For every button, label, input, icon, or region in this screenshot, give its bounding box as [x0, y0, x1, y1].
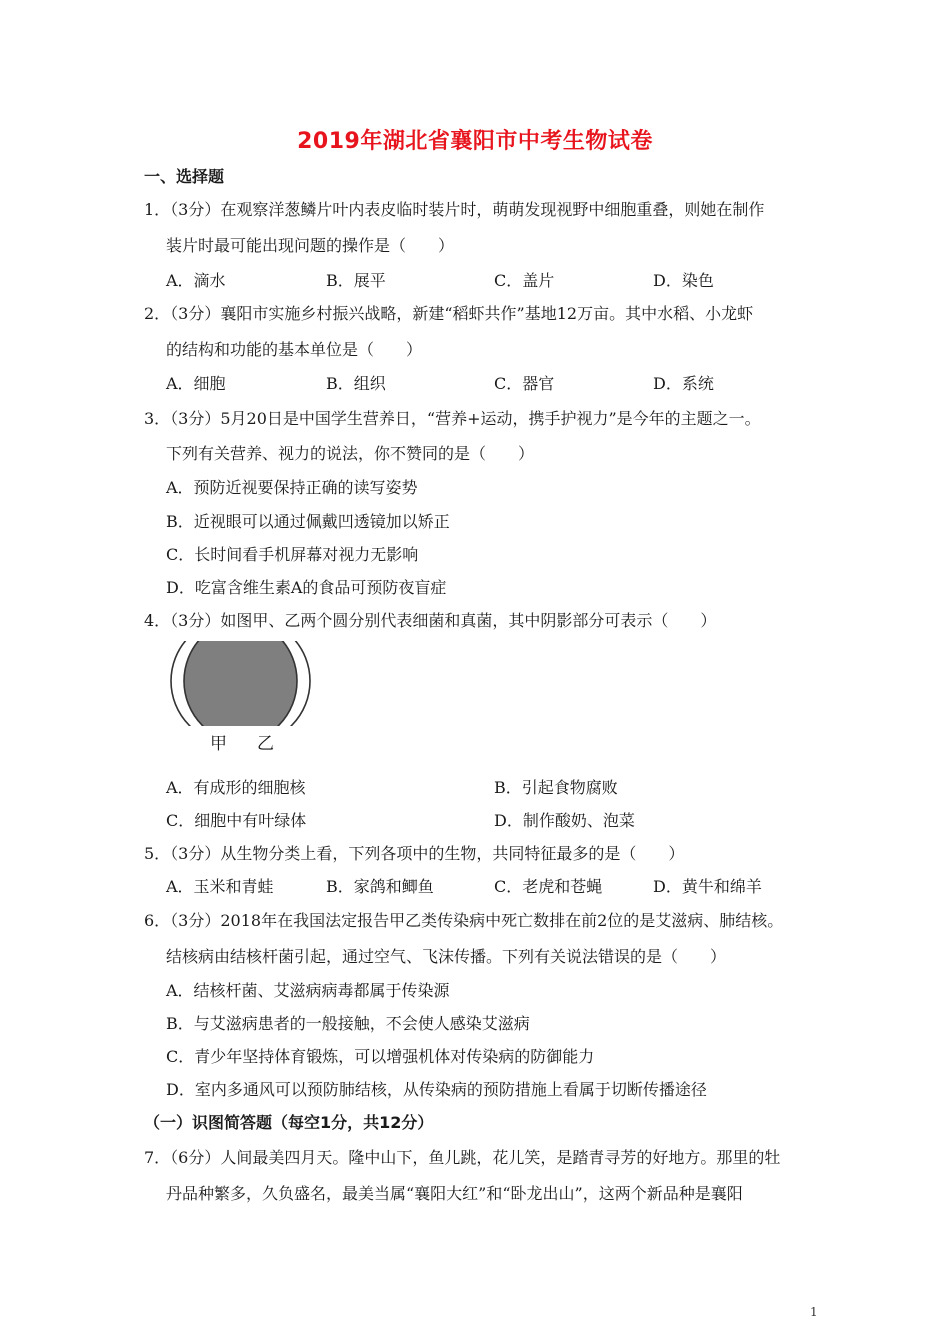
- q2-option-d[interactable]: D．系统: [653, 374, 714, 393]
- q3-option-b[interactable]: B．近视眼可以通过佩戴凹透镜加以矫正: [166, 512, 450, 531]
- q3-option-a[interactable]: A．预防近视要保持正确的读写姿势: [166, 478, 418, 497]
- question-6-line-2: 结核病由结核杆菌引起，通过空气、飞沫传播。下列有关说法错误的是（ ）: [166, 947, 727, 966]
- page-title: 2019年湖北省襄阳市中考生物试卷: [297, 129, 653, 154]
- question-4-line-1: 4．（3分）如图甲、乙两个圆分别代表细菌和真菌，其中阴影部分可表示（ ）: [144, 611, 717, 630]
- q5-option-a[interactable]: A．玉米和青蛙: [166, 877, 274, 896]
- venn-label-jia: 甲: [210, 734, 227, 754]
- q4-option-b[interactable]: B．引起食物腐败: [494, 778, 618, 797]
- q1-option-c[interactable]: C．盖片: [494, 271, 555, 290]
- q6-option-b[interactable]: B．与艾滋病患者的一般接触，不会使人感染艾滋病: [166, 1014, 530, 1033]
- q3-option-d[interactable]: D．吃富含维生素A的食品可预防夜盲症: [166, 578, 447, 597]
- q5-option-c[interactable]: C．老虎和苍蝇: [494, 877, 603, 896]
- q1-option-a[interactable]: A．滴水: [166, 271, 226, 290]
- q2-option-c[interactable]: C．器官: [494, 374, 555, 393]
- question-7-line-1: 7．（6分）人间最美四月天。隆中山下，鱼儿跳，花儿笑，是踏青寻芳的好地方。那里的牡: [144, 1148, 781, 1167]
- question-3-line-1: 3．（3分）5月20日是中国学生营养日，“营养+运动，携手护视力”是今年的主题之一。: [144, 409, 761, 428]
- venn-label-yi: 乙: [257, 734, 274, 754]
- question-6-line-1: 6．（3分）2018年在我国法定报告甲乙类传染病中死亡数排在前2位的是艾滋病、肺结核。: [144, 911, 784, 930]
- question-1-line-1: 1．（3分）在观察洋葱鳞片叶内表皮临时装片时，萌萌发现视野中细胞重叠，则她在制作: [144, 200, 765, 219]
- question-2-line-2: 的结构和功能的基本单位是（ ）: [166, 340, 423, 359]
- question-5-line-1: 5．（3分）从生物分类上看，下列各项中的生物，共同特征最多的是（ ）: [144, 844, 685, 863]
- page-number: 1: [810, 1305, 818, 1319]
- q1-option-d[interactable]: D．染色: [653, 271, 714, 290]
- question-2-line-1: 2．（3分）襄阳市实施乡村振兴战略，新建“稻虾共作”基地12万亩。其中水稻、小龙虾: [144, 304, 754, 323]
- q6-option-a[interactable]: A．结核杆菌、艾滋病病毒都属于传染源: [166, 981, 450, 1000]
- q5-option-b[interactable]: B．家鸽和鲫鱼: [326, 877, 434, 896]
- q2-option-b[interactable]: B．组织: [326, 374, 386, 393]
- q4-option-d[interactable]: D．制作酸奶、泡菜: [494, 811, 635, 830]
- question-3-line-2: 下列有关营养、视力的说法，你不赞同的是（ ）: [166, 444, 535, 463]
- q4-option-c[interactable]: C．细胞中有叶绿体: [166, 811, 307, 830]
- section-heading-diagram: （一）识图简答题（每空1分，共12分）: [144, 1113, 434, 1132]
- q6-option-c[interactable]: C．青少年坚持体育锻炼，可以增强机体对传染病的防御能力: [166, 1047, 595, 1066]
- venn-diagram: [166, 641, 316, 726]
- q5-option-d[interactable]: D．黄牛和绵羊: [653, 877, 762, 896]
- question-1-line-2: 装片时最可能出现问题的操作是（ ）: [166, 236, 455, 255]
- section-heading-choice: 一、选择题: [144, 167, 225, 186]
- question-7-line-2: 丹品种繁多，久负盛名，最美当属“襄阳大红”和“卧龙出山”，这两个新品种是襄阳: [166, 1184, 743, 1203]
- q1-option-b[interactable]: B．展平: [326, 271, 386, 290]
- q4-option-a[interactable]: A．有成形的细胞核: [166, 778, 306, 797]
- q6-option-d[interactable]: D．室内多通风可以预防肺结核，从传染病的预防措施上看属于切断传播途径: [166, 1080, 707, 1099]
- q3-option-c[interactable]: C．长时间看手机屏幕对视力无影响: [166, 545, 419, 564]
- q2-option-a[interactable]: A．细胞: [166, 374, 226, 393]
